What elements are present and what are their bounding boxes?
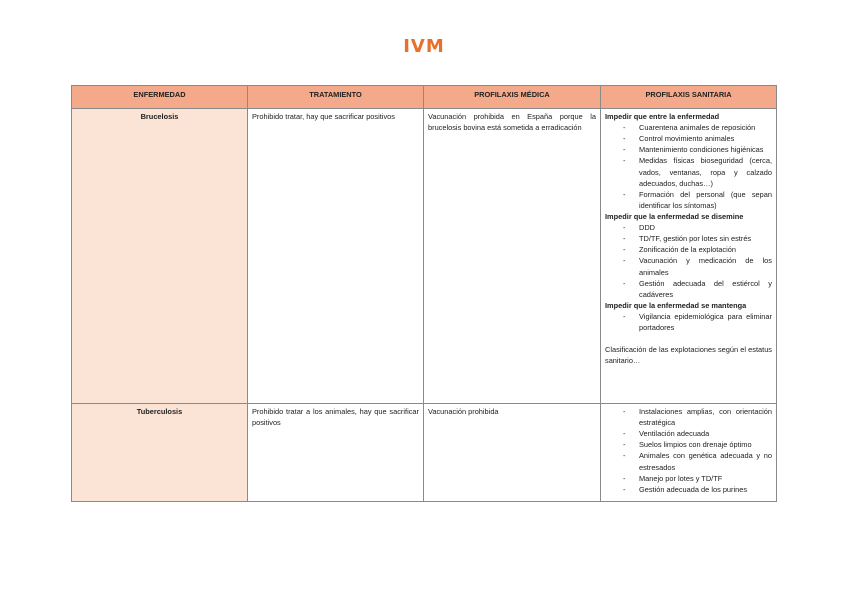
list-item: - Suelos limpios con drenaje óptimo xyxy=(605,439,772,450)
list-item: - Instalaciones amplias, con orientación estratégica xyxy=(605,406,772,428)
section-heading: Impedir que entre la enfermedad xyxy=(605,112,720,121)
measure-list xyxy=(605,222,772,300)
disease-table xyxy=(71,85,777,502)
treatment-cell: Prohibido tratar, hay que sacrificar positivos xyxy=(248,109,424,404)
disease-name: Brucelosis xyxy=(72,109,248,404)
disease-name: Tuberculosis xyxy=(72,404,248,502)
list-item: - TD/TF, gestión por lotes sin estrés xyxy=(605,233,772,244)
header-medical-prophylaxis: PROFILAXIS MÉDICA xyxy=(424,86,601,109)
list-item: - Gestión adecuada del estiércol y cadáveres xyxy=(605,278,772,300)
list-item: - Mantenimiento condiciones higiénicas xyxy=(605,144,772,155)
list-item: - Ventilación adecuada xyxy=(605,428,772,439)
list-item: - DDD xyxy=(605,222,772,233)
table-header-row xyxy=(72,86,777,109)
list-item: - Gestión adecuada de los purines xyxy=(605,484,772,495)
header-sanitary-prophylaxis: PROFILAXIS SANITARIA xyxy=(601,86,777,109)
header-disease: ENFERMEDAD xyxy=(72,86,248,109)
measure-list xyxy=(605,122,772,211)
sanitary-prophylaxis-cell xyxy=(601,109,777,404)
list-item: - Cuarentena animales de reposición xyxy=(605,122,772,133)
classification-note: Clasificación de las explotaciones según el estatus sanitario… xyxy=(605,345,772,366)
sanitary-prophylaxis-cell xyxy=(601,404,777,502)
list-item: - Formación del personal (que sepan identificar los síntomas) xyxy=(605,189,772,211)
table-row xyxy=(72,404,777,502)
treatment-cell: Prohibido tratar a los animales, hay que sacrificar positivos xyxy=(248,404,424,502)
medical-prophylaxis-cell: Vacunación prohibida en España porque la brucelosis bovina está sometida a erradicación xyxy=(424,109,601,404)
list-item: - Vacunación y medicación de los animales xyxy=(605,255,772,277)
list-item: - Control movimiento animales xyxy=(605,133,772,144)
header-treatment: TRATAMIENTO xyxy=(248,86,424,109)
list-item: - Animales con genética adecuada y no estresados xyxy=(605,450,772,472)
table-row xyxy=(72,109,777,404)
measure-list xyxy=(605,311,772,333)
medical-prophylaxis-cell: Vacunación prohibida xyxy=(424,404,601,502)
document-title: IVM xyxy=(403,36,445,57)
section-heading: Impedir que la enfermedad se mantenga xyxy=(605,300,747,310)
list-item: - Vigilancia epidemiológica para eliminar portadores xyxy=(605,311,772,333)
list-item: - Zonificación de la explotación xyxy=(605,244,772,255)
list-item: - Manejo por lotes y TD/TF xyxy=(605,473,772,484)
list-item: - Medidas físicas bioseguridad (cerca, vados, ventanas, ropa y calzado adecuados, duchas…) xyxy=(605,155,772,188)
section-heading: Impedir que la enfermedad se disemine xyxy=(605,211,744,221)
measure-list xyxy=(605,406,772,495)
